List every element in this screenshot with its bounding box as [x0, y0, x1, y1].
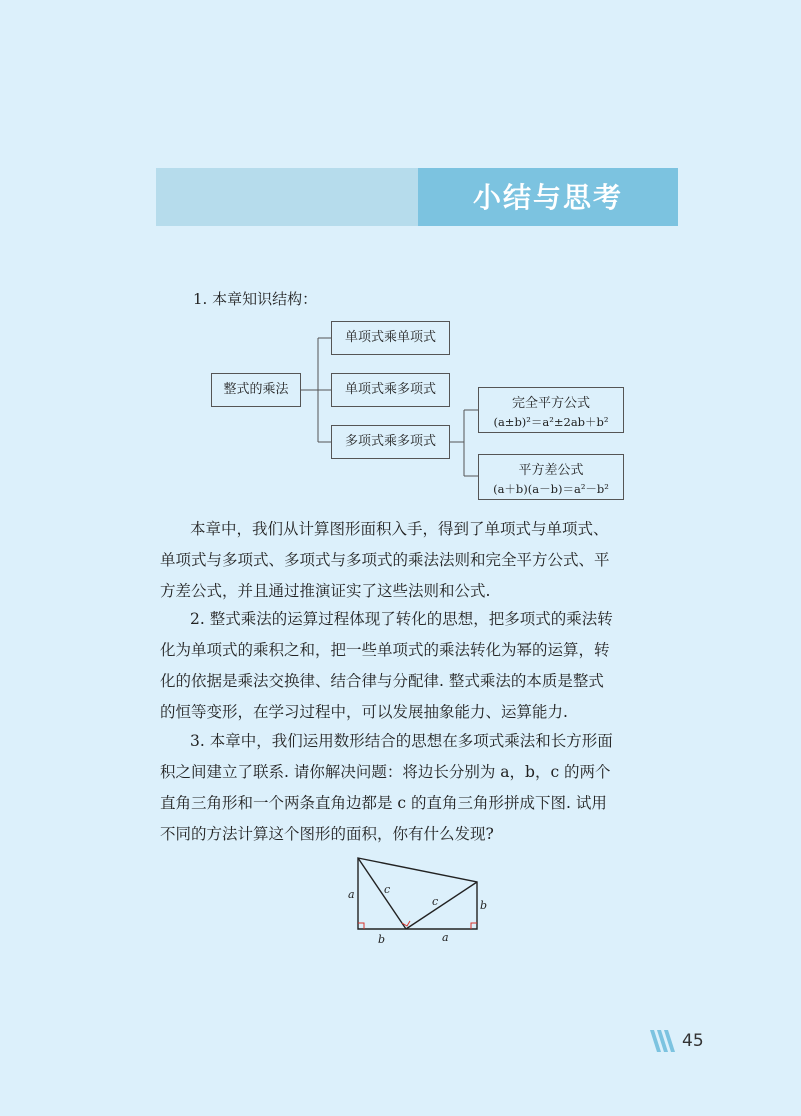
text-line: 积之间建立了联系. 请你解决问题：将边长分别为 a，b，c 的两个: [160, 763, 611, 781]
formula-perfect-square: (a±b)²＝a²±2ab＋b²: [493, 415, 609, 429]
knowledge-structure-heading: 1. 本章知识结构：: [193, 290, 318, 308]
text-line: 不同的方法计算这个图形的面积，你有什么发现?: [160, 825, 494, 843]
hypotenuse-left: [358, 858, 406, 929]
label-b-bottom: b: [378, 933, 386, 946]
text-line: 本章中，我们从计算图形面积入手，得到了单项式与单项式、: [190, 520, 609, 538]
item-3-paragraph: [160, 726, 680, 850]
stripes-icon: [650, 1030, 680, 1052]
branch-poly-poly: 多项式乘多项式: [344, 434, 436, 449]
right-angle-marker: [471, 923, 477, 929]
branch-mono-mono: 单项式乘单项式: [344, 330, 436, 345]
branch-mono-poly: 单项式乘多项式: [344, 382, 436, 397]
label-b-right: b: [480, 899, 488, 912]
tree-branch-box: [331, 425, 450, 459]
page-number: [650, 1030, 704, 1054]
section-title: 小结与思考: [472, 181, 623, 214]
tree-root-label: 整式的乘法: [223, 382, 289, 397]
right-angle-marker: [358, 923, 364, 929]
hypotenuse-right: [406, 882, 477, 929]
item-2-paragraph: [160, 604, 680, 728]
formula-box-perfect-square: [478, 387, 624, 433]
text-line: 3. 本章中，我们运用数形结合的思想在多项式乘法和长方形面: [190, 732, 613, 750]
formula-difference-squares: (a＋b)(a－b)＝a²－b²: [493, 482, 609, 496]
text-line: 单项式与多项式、多项式与多项式的乘法法则和完全平方公式、平: [160, 551, 610, 569]
label-a-bottom: a: [442, 931, 449, 944]
tree-branch-box: [331, 321, 450, 355]
text-line: 的恒等变形，在学习过程中，可以发展抽象能力、运算能力.: [160, 703, 568, 721]
text-line: 直角三角形和一个两条直角边都是 c 的直角三角形拼成下图. 试用: [160, 794, 607, 812]
text-line: 化的依据是乘法交换律、结合律与分配律. 整式乘法的本质是整式: [160, 672, 604, 690]
formula-title-perfect-square: 完全平方公式: [511, 396, 590, 411]
formula-title-difference-squares: 平方差公式: [518, 463, 584, 478]
tree-root-box: [211, 373, 301, 407]
text-line: 方差公式，并且通过推演证实了这些法则和公式.: [160, 582, 491, 600]
label-c-right: c: [432, 895, 439, 908]
page-number-text: 45: [682, 1031, 704, 1051]
label-c-left: c: [384, 883, 391, 896]
trapezoid-figure: [340, 850, 500, 950]
summary-paragraph: [160, 514, 680, 607]
text-line: 2. 整式乘法的运算过程体现了转化的思想，把多项式的乘法转: [190, 610, 613, 628]
tree-branch-box: [331, 373, 450, 407]
formula-box-difference-squares: [478, 454, 624, 500]
text-line: 化为单项式的乘积之和，把一些单项式的乘法转化为幂的运算，转: [160, 641, 610, 659]
label-a-left: a: [348, 888, 355, 901]
